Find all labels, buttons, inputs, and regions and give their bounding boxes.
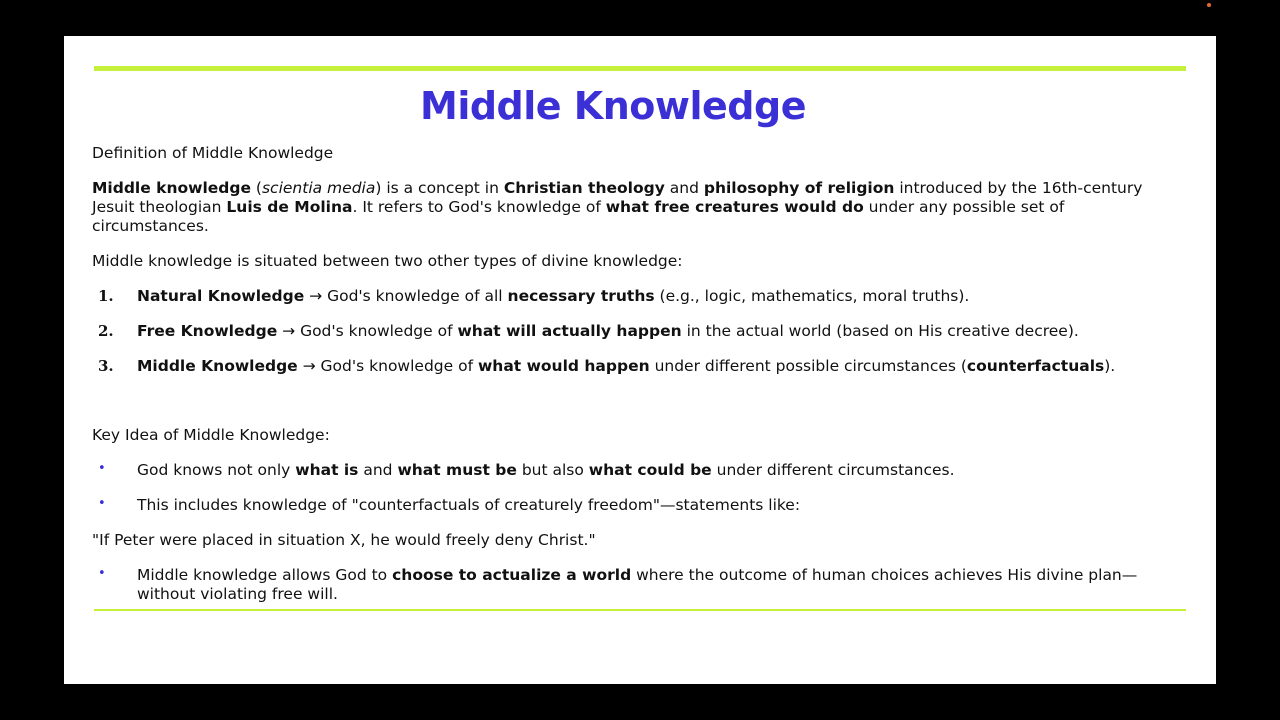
- slide-content: [92, 144, 1172, 604]
- key-idea-heading: Key Idea of Middle Knowledge:: [92, 426, 330, 444]
- list-item-emphasis: what will actually happen: [457, 322, 682, 340]
- list-item-term: Middle Knowledge: [137, 357, 298, 375]
- bullet-text: but also: [516, 461, 589, 479]
- list-number: 1.: [98, 287, 114, 305]
- list-item-free-knowledge: [92, 322, 1172, 341]
- intro-text: introduced by the 16th-century Jesuit theologian: [92, 179, 1143, 216]
- example-quote: "If Peter were placed in situation X, he would freely deny Christ.": [92, 531, 596, 549]
- list-item-text: ).: [1104, 357, 1116, 375]
- bullet-text: and: [358, 461, 398, 479]
- arrow-icon: →: [297, 357, 321, 375]
- bullet-text: This includes knowledge of "counterfactuals of creaturely freedom"—statements like:: [137, 496, 801, 514]
- intro-text: ) is a concept in: [375, 179, 504, 197]
- status-indicator-dot: [1207, 3, 1211, 7]
- bullet-item-knows: [92, 461, 1172, 480]
- list-item-text: under different possible circumstances (: [649, 357, 967, 375]
- top-divider: [94, 66, 1186, 71]
- term-luis-de-molina: Luis de Molina: [226, 198, 353, 216]
- intro-paragraph: [92, 179, 1172, 236]
- term-free-creatures: what free creatures would do: [605, 198, 864, 216]
- bullet-emphasis: what must be: [397, 461, 517, 479]
- list-number: 3.: [98, 357, 114, 375]
- intro-text: and: [664, 179, 704, 197]
- list-item-term: Natural Knowledge: [137, 287, 305, 305]
- slide-title: Middle Knowledge: [420, 84, 806, 128]
- term-christian-theology: Christian theology: [503, 179, 665, 197]
- list-item-text: (e.g., logic, mathematics, moral truths).: [654, 287, 970, 305]
- list-number: 2.: [98, 322, 114, 340]
- bullet-emphasis: what could be: [588, 461, 712, 479]
- list-item-middle-knowledge: [92, 357, 1172, 376]
- bullet-text: under different circumstances.: [711, 461, 955, 479]
- bullet-emphasis: what is: [295, 461, 359, 479]
- term-middle-knowledge: Middle knowledge: [92, 179, 251, 197]
- list-item-text: God's knowledge of all: [327, 287, 508, 305]
- intro-text: (: [251, 179, 262, 197]
- situated-paragraph: Middle knowledge is situated between two other types of divine knowledge:: [92, 252, 683, 270]
- bullet-item-actualize: [92, 566, 1172, 604]
- intro-text: under any possible set of circumstances.: [92, 198, 1065, 235]
- arrow-icon: →: [304, 287, 328, 305]
- arrow-icon: →: [277, 322, 301, 340]
- list-item-text: God's knowledge of: [320, 357, 478, 375]
- term-scientia-media: scientia media: [261, 179, 376, 197]
- intro-text: . It refers to God's knowledge of: [352, 198, 606, 216]
- bullet-emphasis: choose to actualize a world: [392, 566, 632, 584]
- bullet-icon: •: [98, 461, 106, 476]
- bullet-text: Middle knowledge allows God to: [137, 566, 393, 584]
- bullet-text: God knows not only: [137, 461, 296, 479]
- list-item-emphasis: counterfactuals: [966, 357, 1105, 375]
- bullet-text: where the outcome of human choices achieves His divine plan—without violating free will.: [137, 566, 1138, 603]
- list-item-text: in the actual world (based on His creative decree).: [681, 322, 1079, 340]
- list-item-natural-knowledge: [92, 287, 1172, 306]
- bullet-icon: •: [98, 496, 106, 511]
- list-item-text: God's knowledge of: [300, 322, 458, 340]
- definition-heading: Definition of Middle Knowledge: [92, 144, 334, 162]
- list-item-emphasis: necessary truths: [507, 287, 655, 305]
- term-philosophy-of-religion: philosophy of religion: [703, 179, 895, 197]
- bullet-item-counterfactuals: [92, 496, 1172, 515]
- list-item-emphasis: what would happen: [477, 357, 650, 375]
- bullet-icon: •: [98, 566, 106, 581]
- slide: [64, 36, 1216, 684]
- bottom-divider: [94, 609, 1186, 611]
- list-item-term: Free Knowledge: [137, 322, 278, 340]
